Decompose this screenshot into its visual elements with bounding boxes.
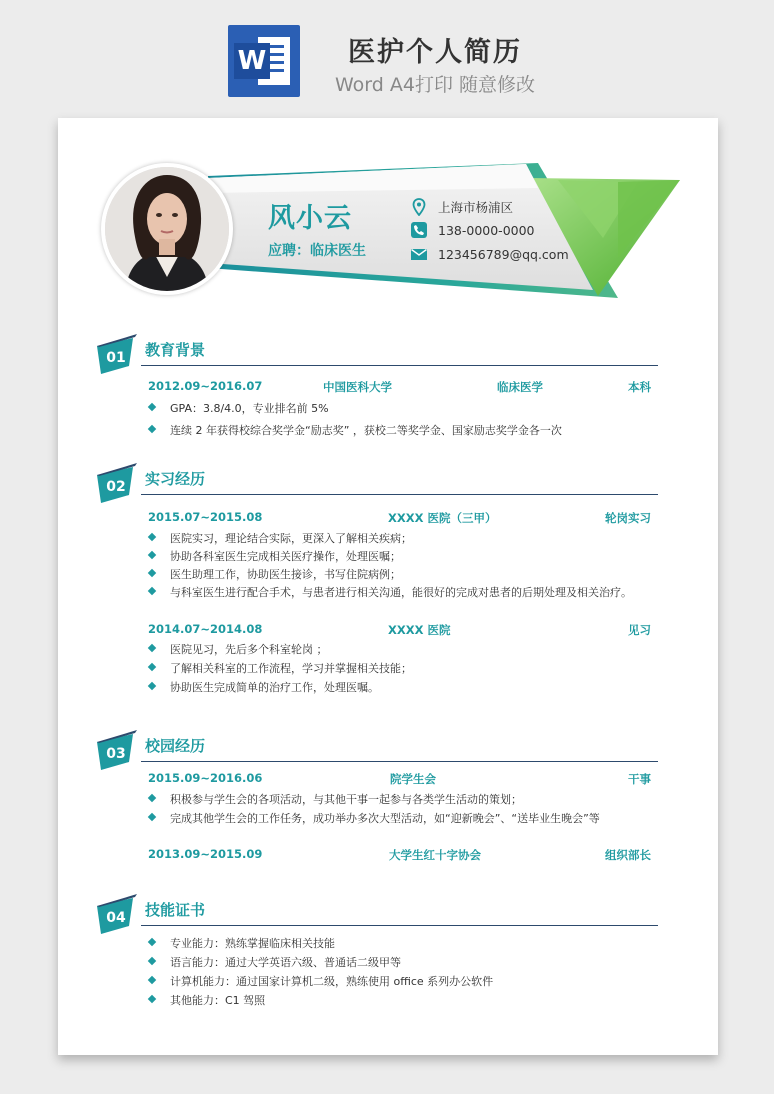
profile-photo bbox=[101, 163, 233, 295]
phone-icon bbox=[410, 221, 428, 239]
entry-role: 轮岗实习 bbox=[605, 511, 651, 525]
candidate-name: 风小云 bbox=[268, 203, 352, 234]
diamond-bullet-icon bbox=[148, 403, 156, 411]
phone-text: 138-0000-0000 bbox=[438, 222, 535, 238]
entry-row bbox=[146, 771, 651, 789]
entry-org: 中国医科大学 bbox=[323, 380, 392, 394]
banner-subtitle: Word A4打印 随意修改 bbox=[334, 74, 535, 96]
entry-date: 2012.09~2016.07 bbox=[148, 379, 263, 393]
diamond-bullet-icon bbox=[148, 663, 156, 671]
section-header-skills bbox=[93, 890, 658, 926]
resume-page: 风小云 应聘：临床医生 上海市杨浦区 138-0000-0000 123456789@qq.com 01 教育背景 2012.09~2016.07 中国医科大学 临床医学 本科 GPA：3.8/4.0，专业排名前 5% 连续 2 年获得校综合奖学金“励志奖” ，获校二等奖学金、国家励志奖学金各一次 02 实习经历 2015.07~2015.08 XXXX 医院（三甲） 轮岗实习 医院实习，理论结合实际，更深入了解相关疾病； 协助各科室医生完成相关医疗操作，处理医嘱； 医生助理工作，协助医生接诊，书写住院病例； 与科室医生进行配合手术，与患者进行相关沟通，能很好的完成对患者的后期处理及相关治疗。 2014.07~2014.08 XXXX 医院 见习 医院见习，先后多个科室轮岗 ； 了解相关科室的工作流程，学习并掌握相关技能； 协助医生完成简单的治疗工作，处理医嘱。 03 校园经历 2015.09~2016.06 院学生会 干事 积极参与学生会的各项活动，与其他干事一起参与各类学生活动的策划； 完成其他学生会的工作任务，成功举办多次大型活动，如“迎新晚会”、“送毕业生晚会”等 2013.09~2015.09 大学生红十字协会 组织部长 04 技能证书 专业能力：熟练掌握临床相关技能 语言能力：通过大学英语六级、普通话二级甲等 计算机能力：通过国家计算机二级，熟练使用 office 系列办公软件 其他能力：C1 驾照 bbox=[58, 118, 718, 1055]
diamond-bullet-icon bbox=[148, 682, 156, 690]
diamond-bullet-icon bbox=[148, 976, 156, 984]
section-number-badge bbox=[93, 330, 141, 378]
section-title: 教育背景 bbox=[145, 341, 206, 359]
section-number-badge bbox=[93, 726, 141, 774]
section-title: 实习经历 bbox=[145, 470, 206, 488]
entry-role: 干事 bbox=[628, 772, 651, 786]
entry-major: 临床医学 bbox=[497, 380, 543, 394]
contact-email bbox=[410, 245, 569, 263]
section-number: 02 bbox=[106, 479, 126, 495]
section-divider bbox=[141, 494, 658, 495]
entry-row bbox=[146, 510, 651, 528]
diamond-bullet-icon bbox=[148, 957, 156, 965]
section-number: 01 bbox=[106, 350, 126, 366]
contact-address bbox=[410, 198, 513, 216]
applied-position: 应聘：临床医生 bbox=[268, 243, 366, 259]
section-divider bbox=[141, 925, 658, 926]
address-text: 上海市杨浦区 bbox=[438, 200, 514, 215]
entry-role: 本科 bbox=[628, 380, 651, 394]
section-number-badge bbox=[93, 890, 141, 938]
diamond-bullet-icon bbox=[148, 533, 156, 541]
section-divider bbox=[141, 365, 658, 366]
entry-row bbox=[146, 622, 651, 640]
section-number-badge bbox=[93, 459, 141, 507]
entry-date: 2014.07~2014.08 bbox=[148, 622, 263, 636]
word-app-icon bbox=[228, 25, 300, 97]
diamond-bullet-icon bbox=[148, 569, 156, 577]
diamond-bullet-icon bbox=[148, 551, 156, 559]
section-header-internship bbox=[93, 459, 658, 495]
diamond-bullet-icon bbox=[148, 938, 156, 946]
section-number: 04 bbox=[106, 910, 126, 926]
diamond-bullet-icon bbox=[148, 644, 156, 652]
profile-portrait bbox=[105, 167, 229, 291]
contact-phone bbox=[410, 221, 535, 239]
entry-row bbox=[146, 847, 651, 865]
entry-date: 2015.09~2016.06 bbox=[148, 771, 263, 785]
diamond-bullet-icon bbox=[148, 587, 156, 595]
section-title: 技能证书 bbox=[145, 901, 206, 919]
section-title: 校园经历 bbox=[145, 737, 206, 755]
entry-row bbox=[146, 379, 651, 397]
section-header-education bbox=[93, 330, 658, 366]
location-pin-icon bbox=[410, 198, 428, 216]
email-text: 123456789@qq.com bbox=[438, 246, 569, 262]
banner-title: 医护个人简历 bbox=[348, 37, 522, 68]
diamond-bullet-icon bbox=[148, 813, 156, 821]
diamond-bullet-icon bbox=[148, 794, 156, 802]
entry-org: XXXX 医院 bbox=[388, 623, 451, 637]
entry-date: 2015.07~2015.08 bbox=[148, 510, 263, 524]
entry-org: 大学生红十字协会 bbox=[389, 848, 481, 862]
entry-org: 院学生会 bbox=[390, 772, 436, 786]
word-logo-letter: W bbox=[234, 43, 270, 79]
diamond-bullet-icon bbox=[148, 995, 156, 1003]
entry-org: XXXX 医院（三甲） bbox=[388, 511, 497, 525]
diamond-bullet-icon bbox=[148, 425, 156, 433]
section-header-campus bbox=[93, 726, 658, 762]
entry-role: 组织部长 bbox=[605, 848, 651, 862]
entry-date: 2013.09~2015.09 bbox=[148, 847, 263, 861]
section-number: 03 bbox=[106, 746, 126, 762]
entry-role: 见习 bbox=[628, 623, 651, 637]
section-divider bbox=[141, 761, 658, 762]
mail-icon bbox=[410, 245, 428, 263]
